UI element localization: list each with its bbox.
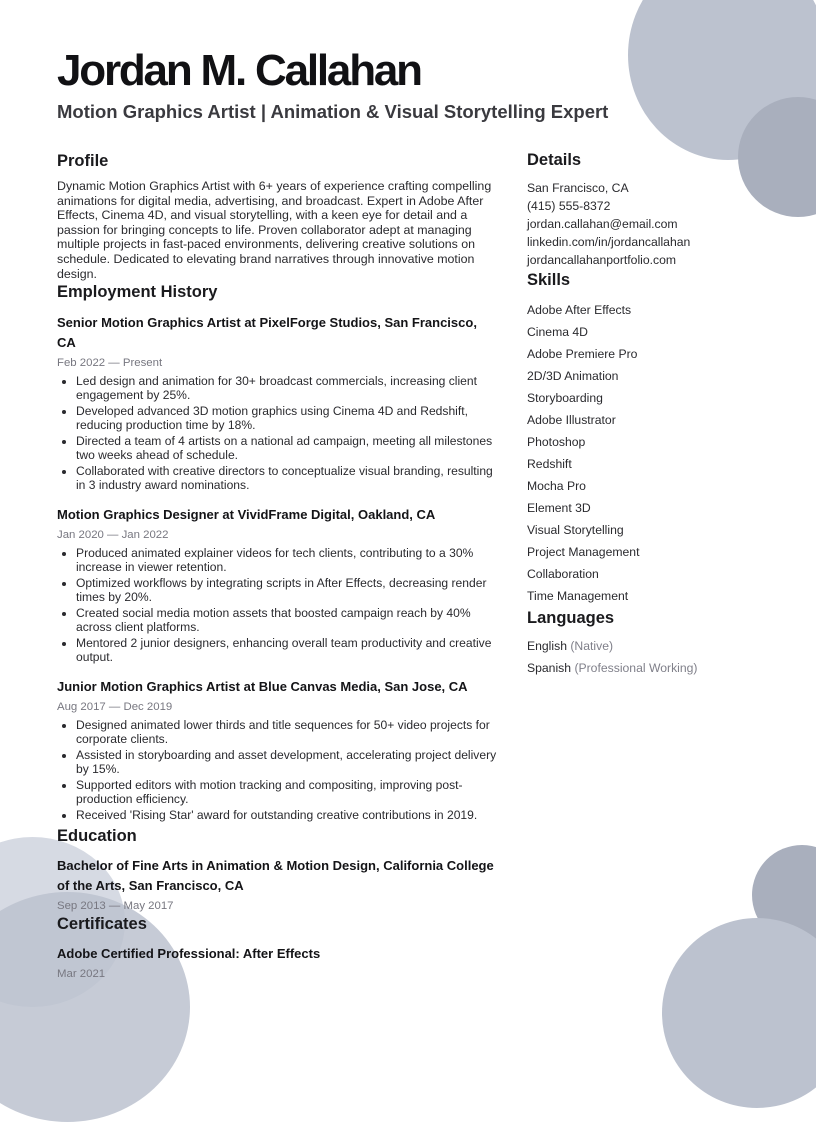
skill-item: Project Management [527, 545, 640, 559]
job-bullet: • Directed a team of 4 artists on a national ad campaign, meeting all milestones two weeks ahead of schedule. [76, 435, 497, 463]
profile-heading: Profile [57, 152, 109, 170]
skill-item: Adobe Premiere Pro [527, 347, 638, 361]
job-title: Senior Motion Graphics Artist at PixelForge Studios, San Francisco, CA [57, 315, 477, 351]
education-dates: Sep 2013 — May 2017 [57, 900, 174, 913]
job-entry [57, 677, 497, 823]
skill-item: Time Management [527, 589, 629, 603]
skills-heading: Skills [527, 271, 571, 289]
job-dates: Feb 2022 — Present [57, 357, 163, 370]
certificate-dates: Mar 2021 [57, 968, 106, 981]
language-name: Spanish [527, 661, 572, 675]
language-name: English [527, 639, 567, 653]
job-bullet: • Developed advanced 3D motion graphics using Cinema 4D and Redshift, reducing production time by 18%. [76, 405, 497, 433]
job-bullet: • Led design and animation for 30+ broadcast commercials, increasing client engagement by 25%. [76, 375, 497, 403]
language-item [527, 657, 757, 679]
certificates-heading: Certificates [57, 915, 147, 934]
languages-list [527, 635, 757, 679]
certificate-name: Adobe Certified Professional: After Effects [57, 946, 321, 962]
employment-heading: Employment History [57, 283, 218, 302]
language-level: (Professional Working) [574, 661, 698, 675]
job-bullet: • Optimized workflows by integrating scripts in After Effects, decreasing render times by 20%. [76, 577, 497, 605]
detail-phone: (415) 555-8372 [527, 199, 611, 213]
job-bullet: • Assisted in storyboarding and asset development, accelerating project delivery by 15%. [76, 749, 497, 777]
job-bullet: • Collaborated with creative directors to conceptualize visual branding, resulting in 3 industry award nominations. [76, 465, 497, 493]
job-bullet: • Supported editors with motion tracking and compositing, improving post-production efficiency. [76, 779, 497, 807]
detail-linkedin[interactable]: linkedin.com/in/jordancallahan [527, 235, 691, 249]
detail-email[interactable]: jordan.callahan@email.com [527, 217, 678, 231]
skill-item: Element 3D [527, 501, 591, 515]
skill-item: 2D/3D Animation [527, 369, 619, 383]
job-title: Motion Graphics Designer at VividFrame Digital, Oakland, CA [57, 507, 436, 523]
language-item [527, 635, 757, 657]
skill-item: Photoshop [527, 435, 586, 449]
skill-item: Storyboarding [527, 391, 603, 405]
resume-subtitle: Motion Graphics Artist | Animation & Visual Storytelling Expert [57, 101, 609, 122]
job-bullet: • Received 'Rising Star' award for outstanding creative contributions in 2019. [76, 809, 497, 823]
languages-heading: Languages [527, 609, 615, 627]
education-heading: Education [57, 827, 137, 846]
skill-item: Redshift [527, 457, 572, 471]
language-level: (Native) [570, 639, 614, 653]
job-bullet: • Created social media motion assets that boosted campaign reach by 40% across client platforms. [76, 607, 497, 635]
job-entry [57, 313, 497, 493]
education-degree: Bachelor of Fine Arts in Animation & Motion Design, California College of the Arts, San Francisco, CA [57, 858, 494, 894]
skills-list [527, 299, 757, 607]
detail-location: San Francisco, CA [527, 181, 629, 195]
skill-item: Mocha Pro [527, 479, 586, 493]
skill-item: Collaboration [527, 567, 599, 581]
detail-portfolio[interactable]: jordancallahanportfolio.com [527, 253, 677, 267]
side-column [527, 149, 757, 679]
skill-item: Visual Storytelling [527, 523, 624, 537]
skill-item: Adobe After Effects [527, 303, 632, 317]
skill-item: Cinema 4D [527, 325, 588, 339]
job-bullet: • Mentored 2 junior designers, enhancing overall team productivity and creative output. [76, 637, 497, 665]
job-bullets [57, 547, 497, 665]
job-bullets [57, 375, 497, 493]
main-column [57, 150, 497, 981]
skill-item: Adobe Illustrator [527, 413, 616, 427]
job-bullet: • Designed animated lower thirds and title sequences for 50+ video projects for corporate clients. [76, 719, 497, 747]
details-heading: Details [527, 151, 582, 169]
job-bullets [57, 719, 497, 823]
job-dates: Jan 2020 — Jan 2022 [57, 529, 169, 542]
job-title: Junior Motion Graphics Artist at Blue Canvas Media, San Jose, CA [57, 678, 468, 694]
job-entry [57, 505, 497, 665]
profile-text: Dynamic Motion Graphics Artist with 6+ years of experience crafting compelling animations for digital media, advertising, and broadcast. Expert in Adobe After Effects, Cinema 4D, and visual storytelling, with a keen eye for detail and a passion for bringing concepts to life. Proven collaborator adept at managing multiple projects in fast-paced environments, delivering creative solutions on schedule. Dedicated to elevating brand narratives through innovative motion design. [57, 179, 492, 281]
resume-name: Jordan M. Callahan [57, 46, 421, 95]
job-bullet: • Produced animated explainer videos for tech clients, contributing to a 30% increase in viewer retention. [76, 547, 497, 575]
details-list [527, 179, 757, 269]
job-dates: Aug 2017 — Dec 2019 [57, 700, 173, 713]
